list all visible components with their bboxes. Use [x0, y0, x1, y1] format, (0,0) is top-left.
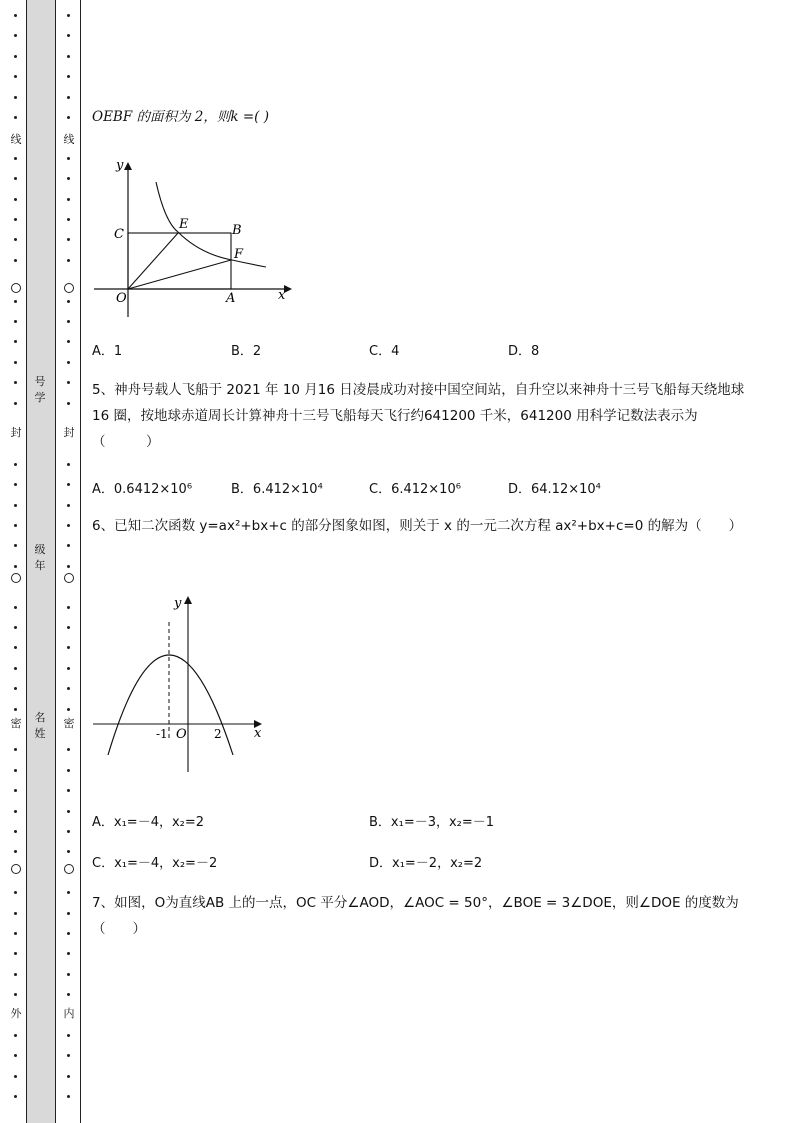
binding-dot — [14, 361, 17, 364]
right-mark-nei: 内 — [63, 1007, 75, 1020]
q4-label-O: O — [116, 291, 127, 306]
binding-dot — [14, 973, 17, 976]
q6-y-arrow — [184, 596, 192, 604]
q6-label-O: O — [176, 727, 187, 742]
binding-dot — [67, 75, 70, 78]
binding-dot — [67, 157, 70, 160]
q4-hyperbola — [156, 182, 266, 267]
binding-circle — [11, 864, 21, 874]
binding-dot — [14, 1034, 17, 1037]
margin-border-line — [80, 0, 81, 1123]
binding-dot — [14, 320, 17, 323]
field-name: 名姓 — [34, 711, 46, 740]
binding-dot — [67, 850, 70, 853]
binding-dot — [67, 1095, 70, 1098]
binding-dot — [67, 606, 70, 609]
left-dotted-binding-line — [6, 0, 26, 1123]
q7-text: 7、如图，O为直线AB 上的一点，OC 平分∠AOD，∠AOC = 50°，∠BOE = 3∠DOE，则∠DOE 的度数为（ ） — [92, 895, 739, 937]
binding-dot — [67, 198, 70, 201]
binding-dot — [67, 340, 70, 343]
binding-dot — [67, 667, 70, 670]
q4-label-C: C — [114, 227, 124, 242]
binding-dot — [67, 116, 70, 119]
right-dotted-binding-line — [59, 0, 79, 1123]
q6-label-x: x — [254, 726, 262, 741]
binding-dot — [67, 96, 70, 99]
binding-dot — [14, 14, 17, 17]
binding-dot — [14, 952, 17, 955]
q4-figure — [90, 152, 300, 322]
binding-dot — [14, 504, 17, 507]
binding-dot — [14, 830, 17, 833]
q4-label-A: A — [226, 291, 236, 306]
binding-dot — [67, 504, 70, 507]
binding-dot — [14, 1095, 17, 1098]
q4-label-F: F — [234, 247, 244, 262]
right-mark-mi: 密 — [63, 717, 75, 730]
binding-dot — [14, 463, 17, 466]
q5-text: 5、神舟号载人飞船于 2021 年 10 月16 日凌晨成功对接中国空间站，自升空以来神舟十三号飞船每天绕地球16 圈，按地球赤道周长计算神舟十三号飞船每天飞行约641200 千米，641200 用科学记数法表示为（ ） — [92, 382, 745, 450]
binding-dot — [67, 993, 70, 996]
q4-label-E: E — [179, 217, 189, 232]
q4-tail-text: OEBF 的面积为 2，则k =( ) — [92, 109, 269, 125]
binding-dot — [14, 157, 17, 160]
binding-dot — [14, 810, 17, 813]
binding-dot — [67, 565, 70, 568]
q4-option-b[interactable]: B．2 — [231, 344, 262, 359]
binding-dot — [67, 789, 70, 792]
binding-dot — [67, 402, 70, 405]
binding-dot — [67, 769, 70, 772]
binding-dot — [14, 402, 17, 405]
q4-label-y: y — [116, 158, 124, 173]
binding-dot — [14, 565, 17, 568]
binding-circle — [64, 283, 74, 293]
binding-dot — [67, 1054, 70, 1057]
binding-dot — [67, 238, 70, 241]
binding-dot — [67, 687, 70, 690]
binding-circle — [11, 573, 21, 583]
binding-dot — [67, 912, 70, 915]
binding-dot — [67, 973, 70, 976]
binding-dot — [67, 1034, 70, 1037]
binding-dot — [67, 952, 70, 955]
binding-dot — [67, 34, 70, 37]
binding-dot — [67, 177, 70, 180]
q5-option-d[interactable]: D．64.12×10⁴ — [508, 482, 601, 497]
binding-dot — [14, 340, 17, 343]
binding-dot — [14, 524, 17, 527]
binding-dot — [14, 850, 17, 853]
left-mark-wai: 外 — [10, 1007, 22, 1020]
field-grade: 级年 — [34, 543, 46, 572]
binding-dot — [67, 708, 70, 711]
binding-dot — [14, 96, 17, 99]
binding-dot — [67, 483, 70, 486]
q4-label-x: x — [278, 288, 286, 303]
binding-dot — [14, 789, 17, 792]
left-mark-feng: 封 — [10, 426, 22, 439]
binding-circle — [64, 864, 74, 874]
q5-option-a[interactable]: A．0.6412×10⁶ — [92, 482, 193, 497]
binding-dot — [14, 75, 17, 78]
binding-dot — [14, 483, 17, 486]
q6-option-a[interactable]: A．x₁=－4，x₂=2 — [92, 815, 205, 830]
binding-dot — [14, 932, 17, 935]
left-mark-mi: 密 — [10, 717, 22, 730]
q4-y-arrow — [124, 162, 132, 170]
binding-dot — [67, 361, 70, 364]
binding-dot — [67, 626, 70, 629]
binding-circle — [64, 573, 74, 583]
binding-dot — [14, 1054, 17, 1057]
q4-label-B: B — [232, 223, 242, 238]
q5-option-b[interactable]: B．6.412×10⁴ — [231, 482, 323, 497]
binding-dot — [67, 524, 70, 527]
binding-dot — [14, 381, 17, 384]
binding-dot — [14, 116, 17, 119]
binding-dot — [14, 891, 17, 894]
q4-rectangle-OABC — [128, 233, 231, 289]
binding-dot — [14, 218, 17, 221]
binding-dot — [14, 300, 17, 303]
binding-dot — [14, 34, 17, 37]
right-mark-feng: 封 — [63, 426, 75, 439]
q5-option-c[interactable]: C．6.412×10⁶ — [369, 482, 461, 497]
binding-circle — [11, 283, 21, 293]
binding-dot — [14, 626, 17, 629]
binding-dot — [14, 1075, 17, 1078]
binding-dot — [14, 687, 17, 690]
q4-option-a[interactable]: A．1 — [92, 344, 123, 359]
binding-dot — [67, 300, 70, 303]
binding-dot — [14, 912, 17, 915]
q6-label-2: 2 — [214, 727, 222, 741]
q6-label-y: y — [174, 596, 182, 611]
binding-dot — [14, 646, 17, 649]
binding-dot — [14, 993, 17, 996]
binding-dot — [14, 769, 17, 772]
binding-dot — [67, 218, 70, 221]
binding-dot — [67, 544, 70, 547]
q4-segment-OF — [128, 260, 231, 289]
binding-dot — [14, 606, 17, 609]
binding-dot — [67, 1075, 70, 1078]
binding-dot — [67, 646, 70, 649]
binding-dot — [14, 748, 17, 751]
binding-dot — [14, 544, 17, 547]
q6-label-neg1: -1 — [156, 727, 168, 741]
q6-figure — [88, 590, 268, 775]
binding-dot — [67, 320, 70, 323]
q6-text: 6、已知二次函数 y=ax²+bx+c 的部分图象如图，则关于 x 的一元二次方程 ax²+bx+c=0 的解为（ ） — [92, 518, 743, 534]
q4-option-c[interactable]: C．4 — [369, 344, 400, 359]
binding-dot — [14, 667, 17, 670]
q4-option-d[interactable]: D．8 — [508, 344, 540, 359]
binding-dot — [14, 708, 17, 711]
q4-segment-OE — [128, 233, 178, 289]
binding-dot — [67, 830, 70, 833]
q6-option-b[interactable]: B．x₁=－3，x₂=－1 — [369, 815, 495, 830]
right-mark-xian: 线 — [63, 133, 75, 146]
field-student-number: 号学 — [34, 375, 46, 404]
binding-dot — [67, 891, 70, 894]
binding-dot — [67, 810, 70, 813]
binding-dot — [14, 238, 17, 241]
q6-option-c[interactable]: C．x₁=－4，x₂=－2 — [92, 856, 218, 871]
binding-dot — [14, 259, 17, 262]
binding-dot — [67, 748, 70, 751]
binding-dot — [14, 198, 17, 201]
binding-dot — [14, 177, 17, 180]
q6-option-d[interactable]: D．x₁=－2，x₂=2 — [369, 856, 483, 871]
binding-dot — [67, 932, 70, 935]
binding-dot — [67, 463, 70, 466]
left-mark-xian: 线 — [10, 133, 22, 146]
binding-dot — [67, 55, 70, 58]
binding-dot — [67, 14, 70, 17]
binding-dot — [67, 381, 70, 384]
binding-dot — [67, 259, 70, 262]
binding-dot — [14, 55, 17, 58]
